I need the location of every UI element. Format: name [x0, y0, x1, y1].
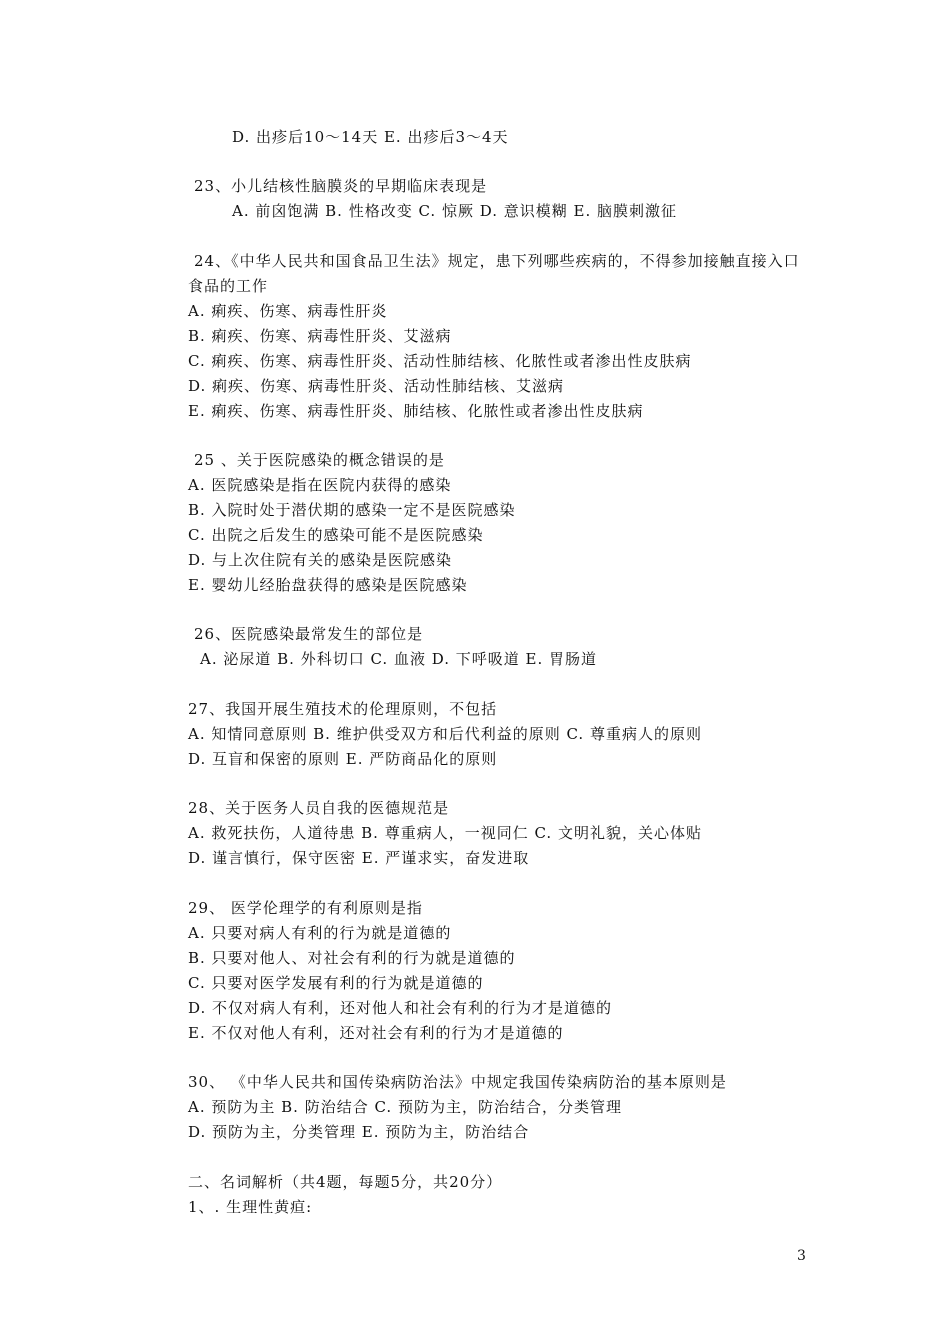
question-23: 23、小儿结核性脑膜炎的早期临床表现是	[194, 177, 488, 195]
option-q29-d: D. 不仅对病人有利，还对他人和社会有利的行为才是道德的	[188, 999, 613, 1017]
term-1: 1、. 生理性黄疸:	[188, 1198, 313, 1216]
option-q25-c: C. 出院之后发生的感染可能不是医院感染	[188, 526, 484, 544]
page-number: 3	[797, 1248, 806, 1264]
options-q28-line1: A. 救死扶伤，人道待患 B. 尊重病人，一视同仁 C. 文明礼貌，关心体贴	[188, 824, 702, 842]
option-q29-a: A. 只要对病人有利的行为就是道德的	[188, 924, 452, 942]
options-q30-line1: A. 预防为主 B. 防治结合 C. 预防为主，防治结合，分类管理	[188, 1098, 622, 1116]
options-q26: A. 泌尿道 B. 外科切口 C. 血液 D. 下呼吸道 E. 胃肠道	[200, 650, 597, 668]
question-24-cont: 食品的工作	[188, 277, 269, 295]
question-26: 26、医院感染最常发生的部位是	[194, 625, 424, 643]
option-q25-b: B. 入院时处于潜伏期的感染一定不是医院感染	[188, 501, 516, 519]
option-q29-e: E. 不仅对他人有利，还对社会有利的行为才是道德的	[188, 1024, 564, 1042]
question-25: 25 、关于医院感染的概念错误的是	[194, 451, 445, 469]
option-q25-a: A. 医院感染是指在医院内获得的感染	[188, 476, 452, 494]
option-q25-d: D. 与上次住院有关的感染是医院感染	[188, 551, 453, 569]
option-q24-c: C. 痢疾、伤寒、病毒性肝炎、活动性肺结核、化脓性或者渗出性皮肤病	[188, 352, 692, 370]
options-q23: A. 前囟饱满 B. 性格改变 C. 惊厥 D. 意识模糊 E. 脑膜刺激征	[232, 202, 677, 220]
options-q27-line2: D. 互盲和保密的原则 E. 严防商品化的原则	[188, 750, 498, 768]
options-q30-line2: D. 预防为主，分类管理 E. 预防为主，防治结合	[188, 1123, 530, 1141]
option-q24-b: B. 痢疾、伤寒、病毒性肝炎、艾滋病	[188, 327, 452, 345]
option-q29-b: B. 只要对他人、对社会有利的行为就是道德的	[188, 949, 516, 967]
question-24: 24、《中华人民共和国食品卫生法》规定，患下列哪些疾病的，不得参加接触直接入口	[194, 252, 800, 270]
question-28: 28、关于医务人员自我的医德规范是	[188, 799, 450, 817]
options-q27-line1: A. 知情同意原则 B. 维护供受双方和后代利益的原则 C. 尊重病人的原则	[188, 725, 702, 743]
option-q24-d: D. 痢疾、伤寒、病毒性肝炎、活动性肺结核、艾滋病	[188, 377, 565, 395]
question-27: 27、我国开展生殖技术的伦理原则，不包括	[188, 700, 498, 718]
question-30: 30、 《中华人民共和国传染病防治法》中规定我国传染病防治的基本原则是	[188, 1073, 727, 1091]
option-q29-c: C. 只要对医学发展有利的行为就是道德的	[188, 974, 484, 992]
option-line-q22: D. 出疹后10～14天 E. 出疹后3～4天	[232, 128, 509, 146]
section-heading: 二、名词解析（共4题，每题5分，共20分）	[188, 1173, 503, 1191]
option-q24-a: A. 痢疾、伤寒、病毒性肝炎	[188, 302, 388, 320]
option-q25-e: E. 婴幼儿经胎盘获得的感染是医院感染	[188, 576, 468, 594]
option-q24-e: E. 痢疾、伤寒、病毒性肝炎、肺结核、化脓性或者渗出性皮肤病	[188, 402, 644, 420]
question-29: 29、 医学伦理学的有利原则是指	[188, 899, 423, 917]
options-q28-line2: D. 谨言慎行，保守医密 E. 严谨求实，奋发进取	[188, 849, 530, 867]
